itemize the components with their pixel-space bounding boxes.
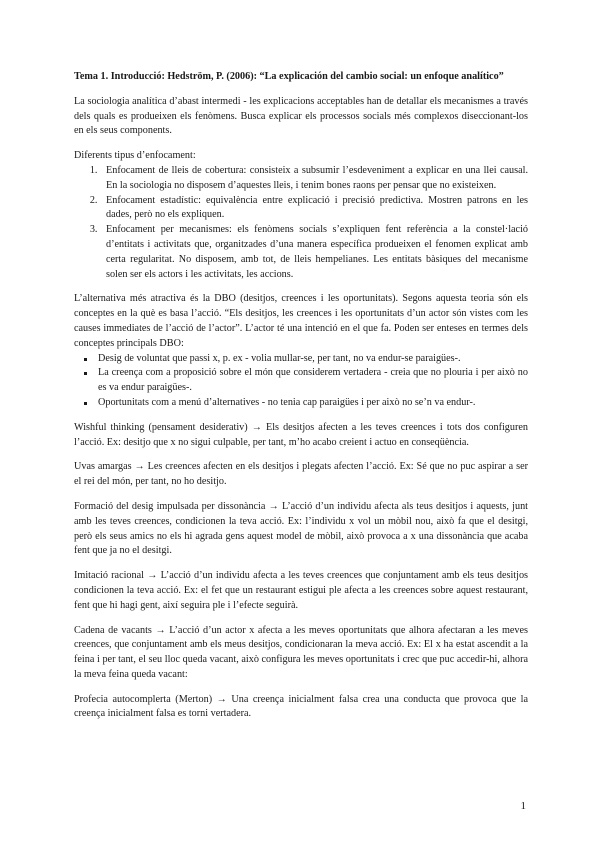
square-bullet-icon xyxy=(84,402,87,405)
document-page xyxy=(74,70,528,732)
vacancy-chain-paragraph: Cadena de vacants → L’acció d’un actor x afecta a les meves oportunitats que alhora afectaran a les meves creences, que conjuntament amb els meus desitjos, condicionaran la meva acció. Ex: El x ha estat ascendit a la feina i per tant, el seu lloc queda vacant, això configura les meves oportunitats i crec que puc accedir-hi, alhora la meva feina queda vacant: xyxy=(74,624,528,680)
square-bullet-icon xyxy=(84,372,87,375)
intro-paragraph: La sociologia analítica d’abast intermedi - les explicacions acceptables han de detallar els mecanismes a través dels quals es produeixen els fenòmens. Busca explicar els processos socials més complexos diseccionant-los en els seus components. xyxy=(74,95,528,137)
approaches-heading: Diferents tipus d’enfocament: xyxy=(74,150,196,162)
document-title: Tema 1. Introducció: Hedström, P. (2006): “La explicación del cambio social: un enfoque analítico” xyxy=(74,71,504,82)
dbo-section xyxy=(74,292,528,410)
wishful-thinking-paragraph: Wishful thinking (pensament desiderativ) → Els desitjos afecten a les teves creences i tots dos configuren l’acció. Ex: desitjo que x no sigui culpable, per tant, m’ho acabo creient i actuo en conseqüència. xyxy=(74,421,528,448)
square-bullet-icon xyxy=(84,358,87,361)
list-item: 1. Enfocament de lleis de cobertura: consisteix a subsumir l’esdeveniment a explicar en una llei causal. En la sociologia no disposem d’aquestes lleis, i tenim bones raons per pensar que no existeixen. xyxy=(100,164,528,194)
dbo-bullet-list xyxy=(74,352,528,411)
list-item: Desig de voluntat que passi x, p. ex - volia mullar-se, per tant, no va endur-se paraigües-. xyxy=(74,352,528,367)
list-item: 3. Enfocament per mecanismes: els fenòmens socials s’expliquen fent referència a la constel·lació d’entitats i activitats que, organitzades d’una manera específica produeixen el fenomen explicat amb certa regularitat. No disposem, amb tot, de lleis hempelianes. Les entitats bàsiques del mecanisme solen ser els actors i les activitats, les accions. xyxy=(100,223,528,282)
rational-imitation-paragraph: Imitació racional → L’acció d’un individu afecta a les teves creences que conjuntament amb els teus desitjos condicionen la teva acció. Ex: el fet que un restaurant estigui ple afecta a les creences sobre aquest restaurant, fent que hi hagi gent, així seguira ple i l’efecte seguirà. xyxy=(74,570,528,611)
list-item: Oportunitats com a menú d’alternatives - no tenia cap paraigües i per això no se’n va endur-. xyxy=(74,396,528,411)
self-fulfilling-prophecy-paragraph: Profecia autocomplerta (Merton) → Una creença inicialment falsa crea una conducta que provoca que la creença inicialment falsa es torni vertadera. xyxy=(74,693,528,720)
uvas-amargas-paragraph: Uvas amargas → Les creences afecten en els desitjos i plegats afecten l’acció. Ex: Sé que no puc aspirar a ser el rei del món, per tant, no ho desitjo. xyxy=(74,461,528,488)
approaches-section xyxy=(74,149,528,282)
page-number: 1 xyxy=(520,800,526,812)
dissonance-paragraph: Formació del desig impulsada per dissonància → L’acció d’un individu afecta als teus desitjos i aquests, junt amb les teves creences, condicionen la teva acció. Ex: l’individu x vol un mòbil nou, això fa que el desitgi, però els seus amics no els hi agrada gens aquest model de mòbil, això provoca a x una dissonància que acaba fent que ja no el desitgi. xyxy=(74,500,528,557)
approaches-list xyxy=(74,164,528,282)
list-item: La creença com a proposició sobre el món que considerem vertadera - creia que no plouria i per això no es va endur paraigües-. xyxy=(74,366,528,396)
list-item: 2. Enfocament estadístic: equivalència entre explicació i precisió predictiva. Mostren patrons en les dades, però no els expliquen. xyxy=(100,194,528,224)
dbo-paragraph: L’alternativa més atractiva és la DBO (desitjos, creences i les oportunitats). Segons aquesta teoria són els conceptes en la què es basa l’acció. “Els desitjos, les creences i les oportunitats d’un actor són vistes com les causes immediates de l’acció de l’actor”. L’actor té una intenció en el que fa. Poden ser enteses en termes dels conceptes principals DBO: xyxy=(74,293,528,349)
